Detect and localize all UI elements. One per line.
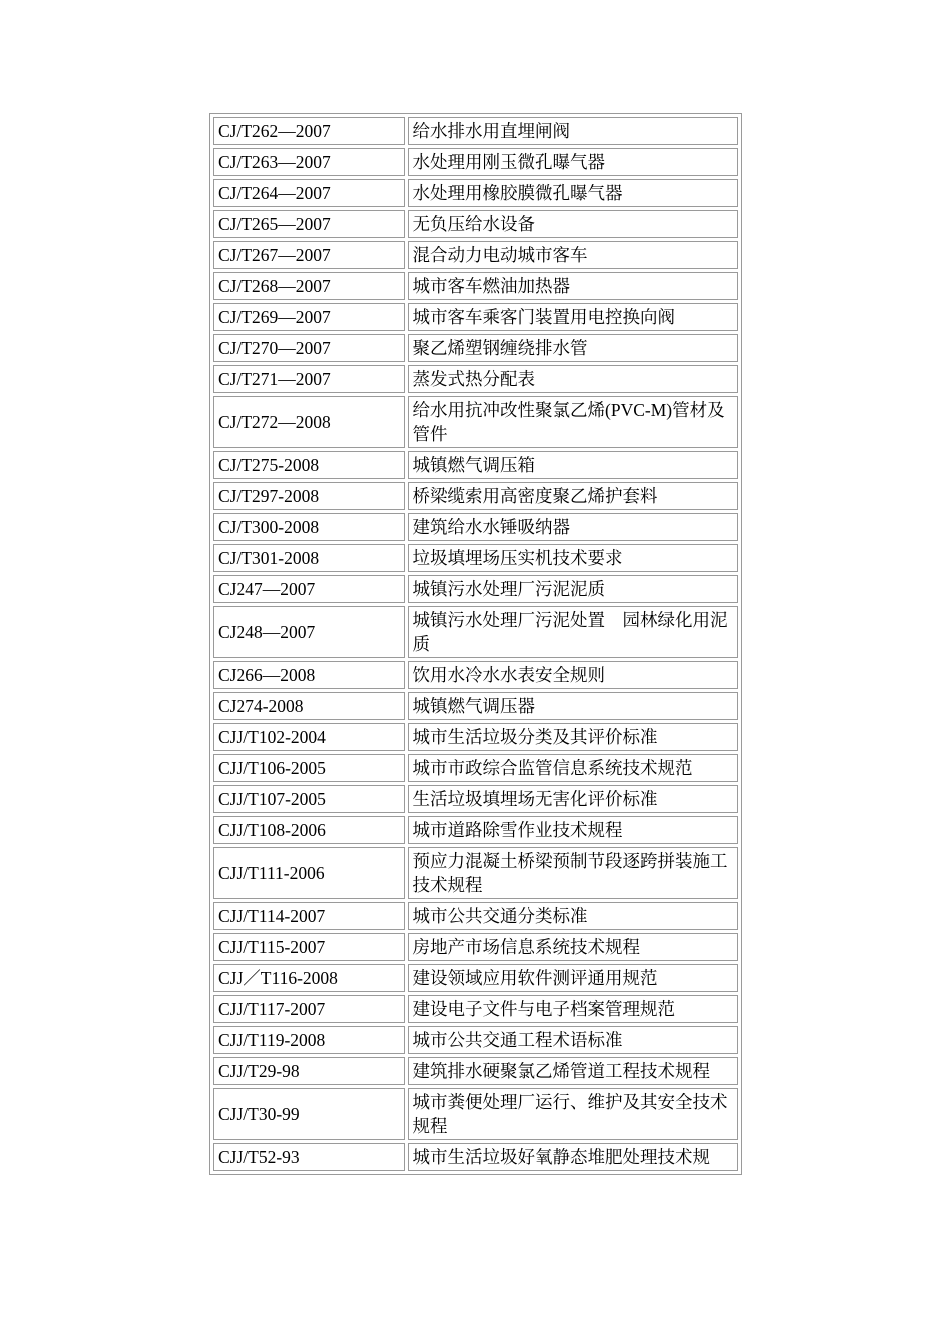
table-row xyxy=(213,1088,738,1140)
standard-title-cell: 城镇污水处理厂污泥泥质 xyxy=(408,575,738,603)
standard-code-cell: CJ/T270—2007 xyxy=(213,334,405,362)
standard-title-cell: 城市生活垃圾分类及其评价标准 xyxy=(408,723,738,751)
standard-code-cell: CJ/T297-2008 xyxy=(213,482,405,510)
standard-title-cell: 城市市政综合监管信息系统技术规范 xyxy=(408,754,738,782)
table-row xyxy=(213,754,738,782)
standard-code-cell: CJ248—2007 xyxy=(213,606,405,658)
standard-title-cell: 桥梁缆索用高密度聚乙烯护套料 xyxy=(408,482,738,510)
standard-title-cell: 饮用水冷水水表安全规则 xyxy=(408,661,738,689)
standard-code-cell: CJJ/T111-2006 xyxy=(213,847,405,899)
standard-code-cell: CJJ/T115-2007 xyxy=(213,933,405,961)
standard-code-cell: CJ/T267—2007 xyxy=(213,241,405,269)
standard-title-cell: 城市公共交通工程术语标准 xyxy=(408,1026,738,1054)
standard-title-cell: 垃圾填埋场压实机技术要求 xyxy=(408,544,738,572)
table-row xyxy=(213,1057,738,1085)
standard-title-cell: 水处理用刚玉微孔曝气器 xyxy=(408,148,738,176)
standard-code-cell: CJ266—2008 xyxy=(213,661,405,689)
standard-title-cell: 蒸发式热分配表 xyxy=(408,365,738,393)
standard-code-cell: CJJ/T119-2008 xyxy=(213,1026,405,1054)
standard-code-cell: CJ/T275-2008 xyxy=(213,451,405,479)
table-row xyxy=(213,272,738,300)
table-row xyxy=(213,692,738,720)
table-row xyxy=(213,964,738,992)
standard-code-cell: CJJ/T107-2005 xyxy=(213,785,405,813)
standards-table-body xyxy=(213,117,738,1171)
standard-code-cell: CJJ/T29-98 xyxy=(213,1057,405,1085)
table-row xyxy=(213,995,738,1023)
standard-title-cell: 城市粪便处理厂运行、维护及其安全技术规程 xyxy=(408,1088,738,1140)
standard-title-cell: 建设领域应用软件测评通用规范 xyxy=(408,964,738,992)
standard-title-cell: 无负压给水设备 xyxy=(408,210,738,238)
standard-title-cell: 建设电子文件与电子档案管理规范 xyxy=(408,995,738,1023)
table-row xyxy=(213,575,738,603)
standard-code-cell: CJJ/T114-2007 xyxy=(213,902,405,930)
table-row xyxy=(213,816,738,844)
table-row xyxy=(213,902,738,930)
standard-code-cell: CJ/T268—2007 xyxy=(213,272,405,300)
standard-title-cell: 建筑给水水锤吸纳器 xyxy=(408,513,738,541)
table-row xyxy=(213,513,738,541)
standard-title-cell: 城市客车燃油加热器 xyxy=(408,272,738,300)
standard-title-cell: 城镇燃气调压器 xyxy=(408,692,738,720)
standard-title-cell: 生活垃圾填埋场无害化评价标准 xyxy=(408,785,738,813)
table-row xyxy=(213,661,738,689)
standard-title-cell: 城市客车乘客门装置用电控换向阀 xyxy=(408,303,738,331)
standard-code-cell: CJ274-2008 xyxy=(213,692,405,720)
standard-code-cell: CJ/T265—2007 xyxy=(213,210,405,238)
table-row xyxy=(213,451,738,479)
standard-code-cell: CJ/T271—2007 xyxy=(213,365,405,393)
standard-code-cell: CJ/T300-2008 xyxy=(213,513,405,541)
standard-code-cell: CJJ／T116-2008 xyxy=(213,964,405,992)
standard-title-cell: 城镇污水处理厂污泥处置 园林绿化用泥质 xyxy=(408,606,738,658)
standard-title-cell: 房地产市场信息系统技术规程 xyxy=(408,933,738,961)
table-row xyxy=(213,1143,738,1171)
table-row xyxy=(213,241,738,269)
table-row xyxy=(213,334,738,362)
standard-title-cell: 聚乙烯塑钢缠绕排水管 xyxy=(408,334,738,362)
table-row xyxy=(213,933,738,961)
table-row xyxy=(213,482,738,510)
standard-code-cell: CJ/T301-2008 xyxy=(213,544,405,572)
standard-title-cell: 城市公共交通分类标准 xyxy=(408,902,738,930)
table-row xyxy=(213,544,738,572)
standard-code-cell: CJ/T264—2007 xyxy=(213,179,405,207)
standard-title-cell: 建筑排水硬聚氯乙烯管道工程技术规程 xyxy=(408,1057,738,1085)
table-row xyxy=(213,303,738,331)
standard-code-cell: CJJ/T52-93 xyxy=(213,1143,405,1171)
table-row xyxy=(213,396,738,448)
standard-title-cell: 城市生活垃圾好氧静态堆肥处理技术规 xyxy=(408,1143,738,1171)
standard-code-cell: CJJ/T106-2005 xyxy=(213,754,405,782)
standard-code-cell: CJ/T272—2008 xyxy=(213,396,405,448)
standard-title-cell: 混合动力电动城市客车 xyxy=(408,241,738,269)
standard-title-cell: 给水排水用直埋闸阀 xyxy=(408,117,738,145)
table-row xyxy=(213,148,738,176)
standard-code-cell: CJ/T263—2007 xyxy=(213,148,405,176)
standard-code-cell: CJ/T269—2007 xyxy=(213,303,405,331)
table-row xyxy=(213,847,738,899)
standard-code-cell: CJ247—2007 xyxy=(213,575,405,603)
table-row xyxy=(213,723,738,751)
table-row xyxy=(213,365,738,393)
table-row xyxy=(213,1026,738,1054)
standard-code-cell: CJJ/T30-99 xyxy=(213,1088,405,1140)
table-row xyxy=(213,606,738,658)
table-row xyxy=(213,179,738,207)
standard-code-cell: CJJ/T102-2004 xyxy=(213,723,405,751)
standard-code-cell: CJJ/T108-2006 xyxy=(213,816,405,844)
standard-code-cell: CJ/T262—2007 xyxy=(213,117,405,145)
table-row xyxy=(213,210,738,238)
standard-title-cell: 预应力混凝土桥梁预制节段逐跨拼装施工技术规程 xyxy=(408,847,738,899)
table-row xyxy=(213,117,738,145)
standards-table xyxy=(209,113,742,1175)
standard-title-cell: 水处理用橡胶膜微孔曝气器 xyxy=(408,179,738,207)
standard-title-cell: 城市道路除雪作业技术规程 xyxy=(408,816,738,844)
standard-title-cell: 给水用抗冲改性聚氯乙烯(PVC-M)管材及管件 xyxy=(408,396,738,448)
table-row xyxy=(213,785,738,813)
standard-title-cell: 城镇燃气调压箱 xyxy=(408,451,738,479)
standard-code-cell: CJJ/T117-2007 xyxy=(213,995,405,1023)
